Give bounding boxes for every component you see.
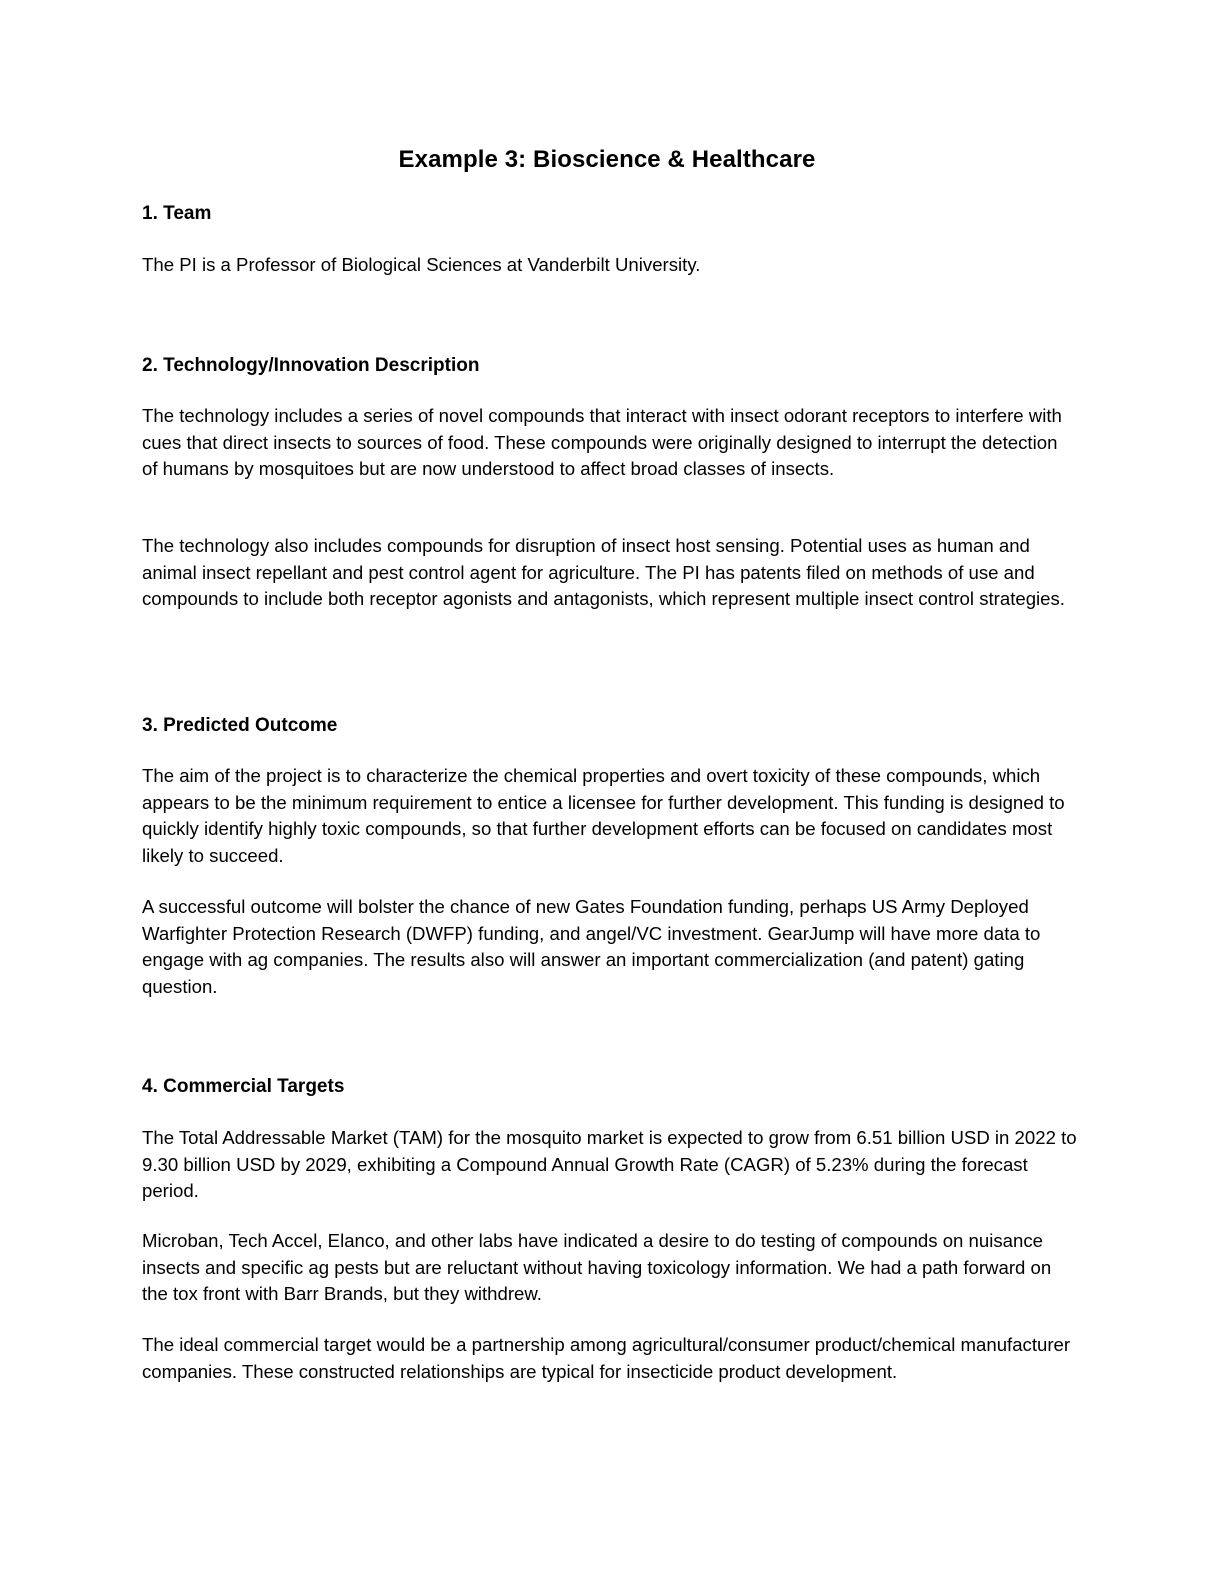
document-title: Example 3: Bioscience & Healthcare (398, 146, 816, 173)
section-heading-commercial-targets: 4. Commercial Targets (142, 1076, 345, 1097)
section-heading-predicted-outcome: 3. Predicted Outcome (142, 715, 338, 736)
targets-paragraph-3: The ideal commercial target would be a partnership among agricultural/consumer product/chemical manufacturer companies. These constructed relationships are typical for insecticide product development. (142, 1334, 1071, 1382)
team-paragraph: The PI is a Professor of Biological Sciences at Vanderbilt University. (142, 254, 701, 275)
section-heading-technology: 2. Technology/Innovation Description (142, 355, 480, 376)
outcome-paragraph-1: The aim of the project is to characterize the chemical properties and overt toxicity of these compounds, which appears to be the minimum requirement to entice a licensee for further development. This funding is designed to quickly identify highly toxic compounds, so that further development efforts can be focused on candidates most likely to succeed. (142, 765, 1065, 866)
targets-paragraph-2: Microban, Tech Accel, Elanco, and other labs have indicated a desire to do testing of compounds on nuisance insects and specific ag pests but are reluctant without having toxicology information. We had a path forward on the tox front with Barr Brands, but they withdrew. (142, 1230, 1052, 1304)
technology-paragraph-1: The technology includes a series of novel compounds that interact with insect odorant receptors to interfere with cues that direct insects to sources of food. These compounds were originally designed to interrupt the detection of humans by mosquitoes but are now understood to affect broad classes of insects. (142, 405, 1062, 479)
section-heading-team: 1. Team (142, 203, 212, 224)
technology-paragraph-2: The technology also includes compounds for disruption of insect host sensing. Potential uses as human and animal insect repellant and pest control agent for agriculture. The PI has patents filed on methods of use and compounds to include both receptor agonists and antagonists, which represent multiple insect control strategies. (142, 535, 1065, 609)
outcome-paragraph-2: A successful outcome will bolster the chance of new Gates Foundation funding, perhaps US Army Deployed Warfighter Protection Research (DWFP) funding, and angel/VC investment. GearJump will have more data to engage with ag companies. The results also will answer an important commercialization (and patent) gating question. (142, 896, 1041, 997)
targets-paragraph-1: The Total Addressable Market (TAM) for the mosquito market is expected to grow from 6.51 billion USD in 2022 to 9.30 billion USD by 2029, exhibiting a Compound Annual Growth Rate (CAGR) of 5.23% during the forecast period. (142, 1127, 1077, 1201)
